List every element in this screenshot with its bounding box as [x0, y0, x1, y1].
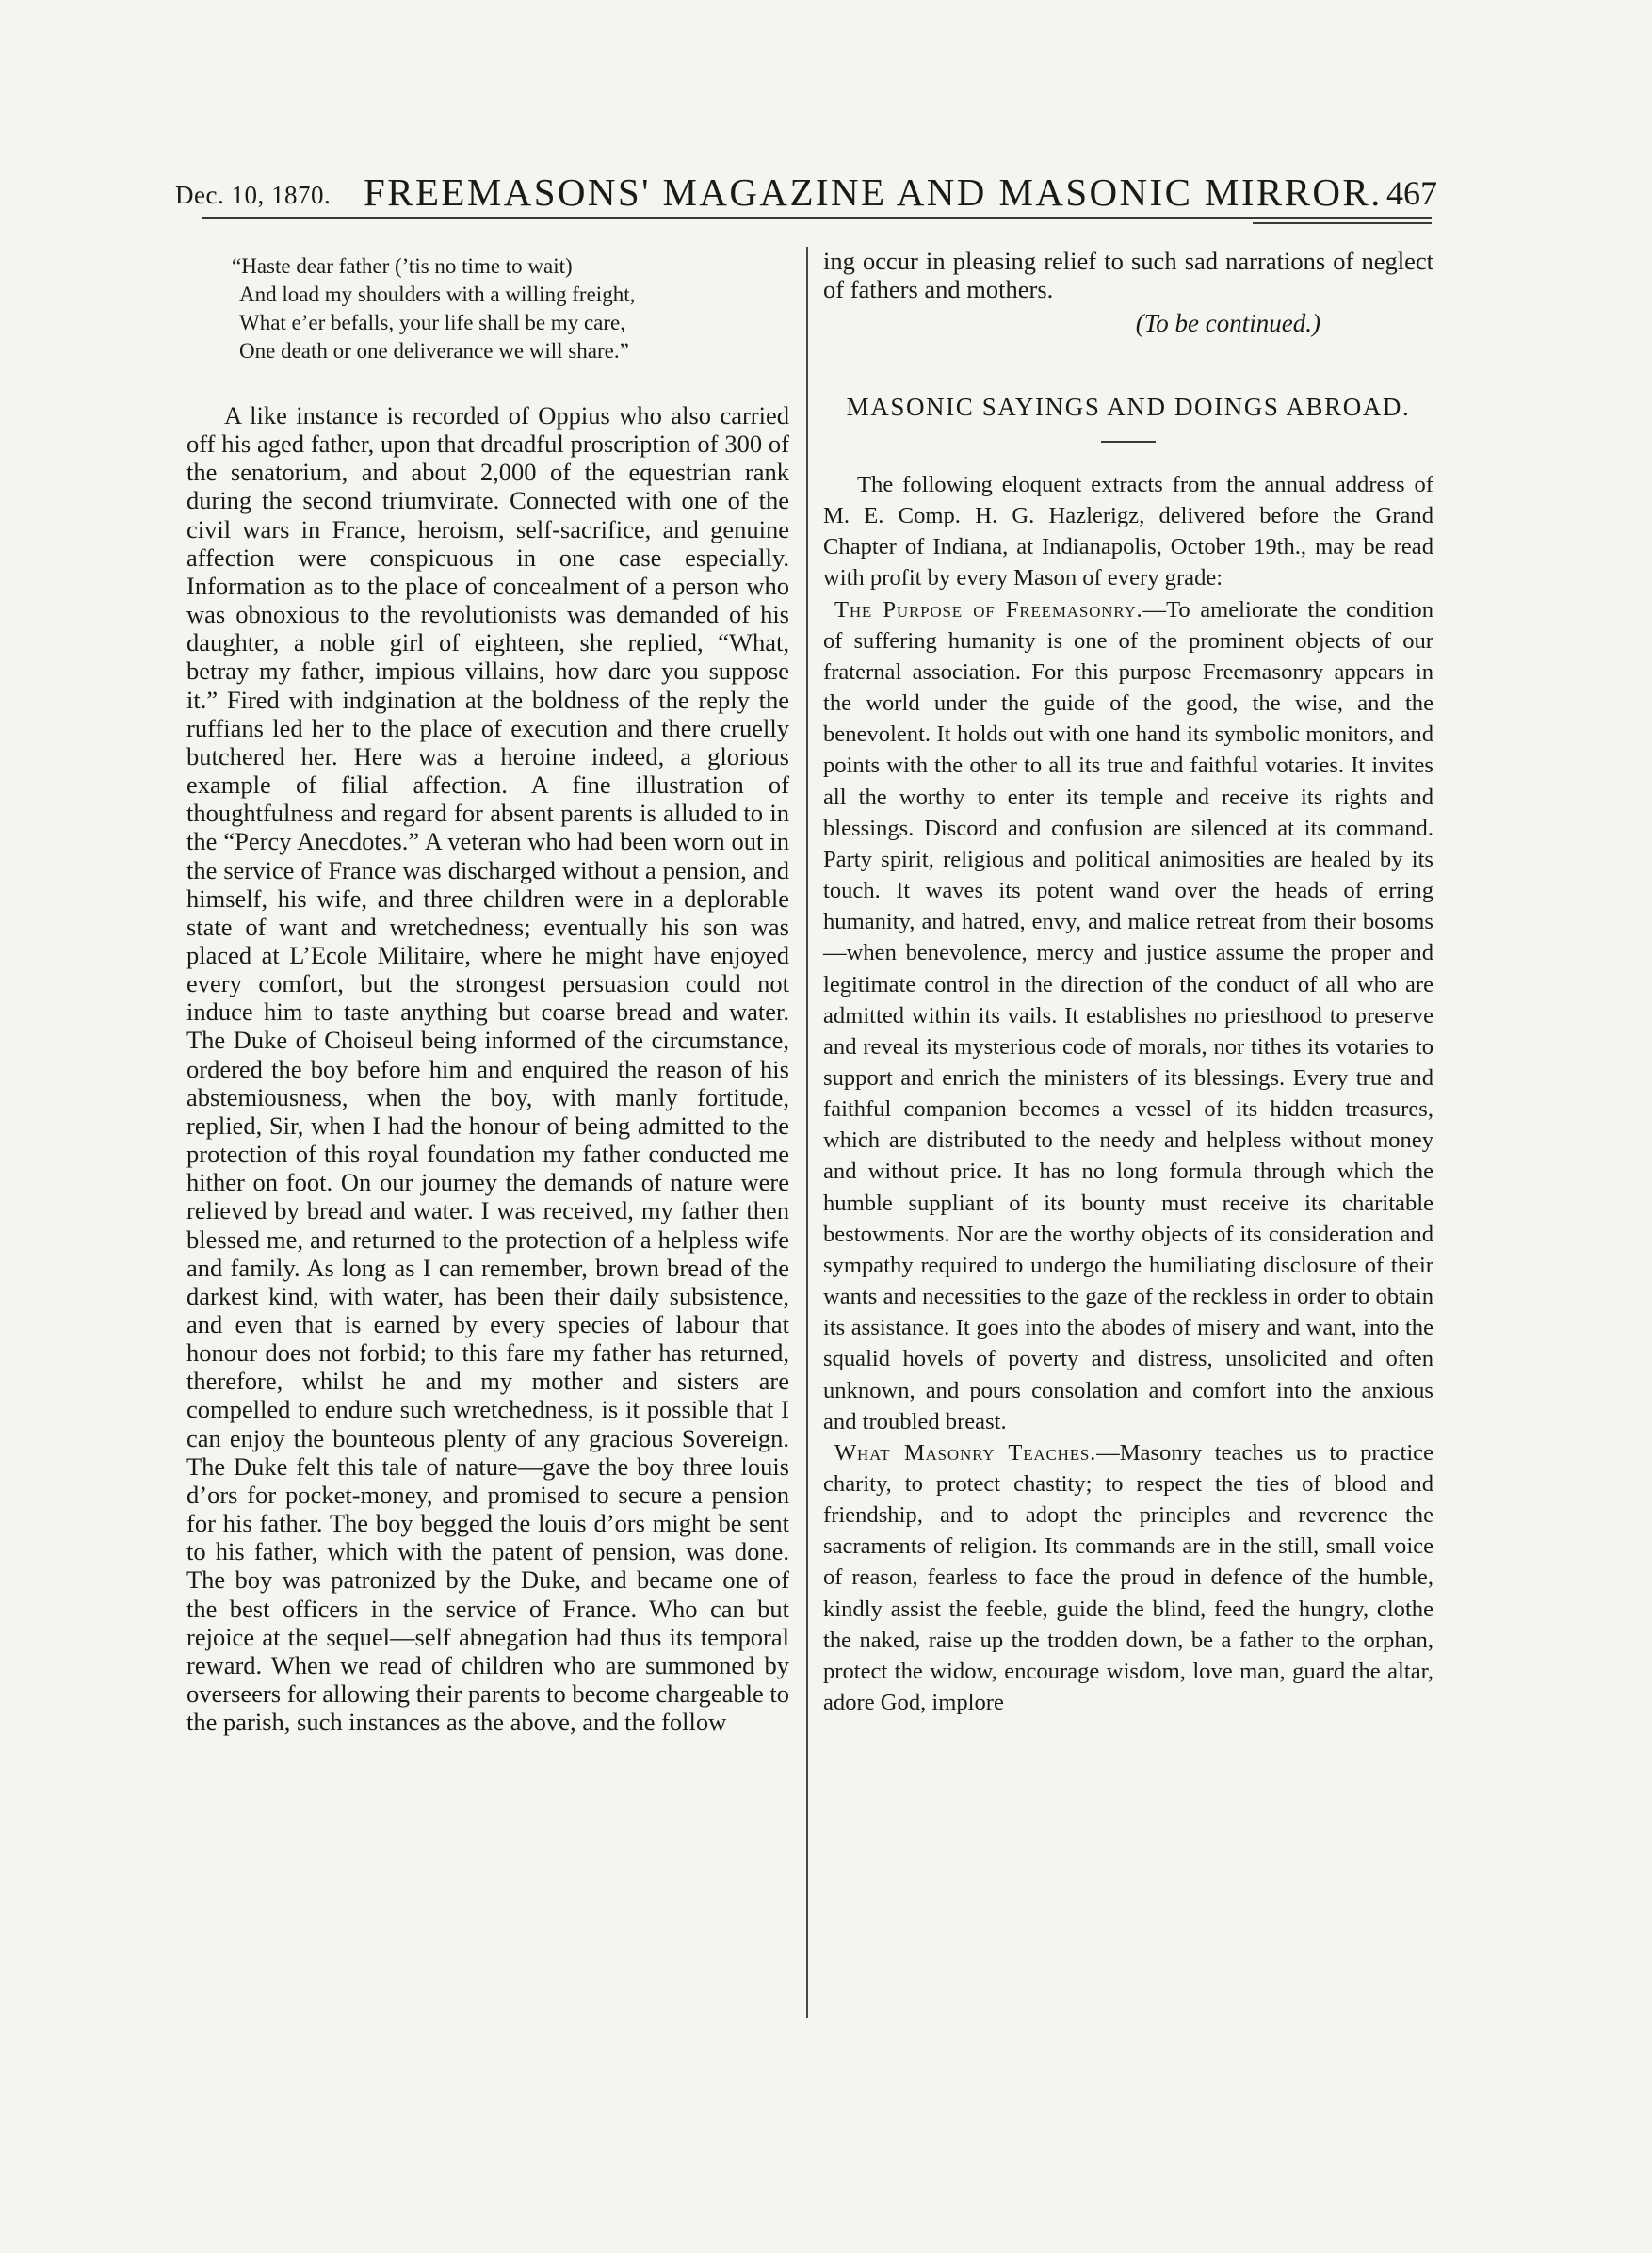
magazine-title: FREEMASONS' MAGAZINE AND MASONIC MIRROR. — [364, 170, 1383, 214]
header-rule — [202, 217, 1432, 219]
purpose-paragraph — [823, 594, 1433, 1437]
article-paragraph: A like instance is recorded of Oppius who also carried off his aged father, upon that dreadful proscription of 300 of the senatorium, and about 2,000 of the equestrian rank during the second triumvirate. Connected with one of the civil wars in France, heroism, self-sacrifice, and genuine affection were conspicuous in one case especially. Information as to the place of concealment of a person who was obnoxious to the revolutionists was demanded of his daughter, a noble girl of eighteen, she replied, “What, betray my father, impious villains, how dare you suppose it.” Fired with indgination at the boldness of the reply the ruffians led her to the place of execution and there cruelly butchered her. Here was a heroine indeed, a glorious example of filial affection. A fine illustration of thoughtfulness and regard for absent parents is alluded to in the “Percy Anecdotes.” A veteran who had been worn out in the service of France was discharged without a pension, and himself, his wife, and three children were in a deplorable state of want and wretchedness; eventually his son was placed at L’Ecole Militaire, where he might have enjoyed every comfort, but the strongest persuasion could not induce him to taste anything but coarse bread and water. The Duke of Choiseul being informed of the circumstance, ordered the boy before him and enquired the reason of his abstemiousness, when the boy, with manly fortitude, replied, Sir, when I had the honour of being admitted to the protection of this royal foundation my father conducted me hither on foot. On our journey the demands of nature were relieved by bread and water. I was received, my father then blessed me, and returned to the protection of a helpless wife and family. As long as I can remember, brown bread of the darkest kind, with water, has been their daily subsistence, and even that is earned by every species of labour that honour does not forbid; to this fare my father has returned, therefore, whilst he and my mother and sisters are compelled to endure such wretchedness, is it possible that I can enjoy the bounteous plenty of any gracious Sovereign. The Duke felt this tale of nature—gave the boy three louis d’ors for pocket-money, and promised to secure a pension for his father. The boy begged the louis d’ors might be sent to his father, which with the patent of pension, was done. The boy was patronized by the Duke, and became one of the best officers in the service of France. Who can but rejoice at the sequel—self abnegation had thus its temporal reward. When we read of children who are summoned by overseers for allowing their parents to become chargeable to the parish, such instances as the above, and the follow — [186, 401, 789, 1737]
section-rule — [1101, 441, 1156, 443]
teaches-heading: What Masonry Teaches. — [834, 1439, 1097, 1466]
column-divider — [806, 247, 808, 2018]
verse-line: And load my shoulders with a willing freight, — [239, 283, 636, 306]
purpose-heading: The Purpose of Freemasonry. — [834, 596, 1143, 623]
verse-line: What e’er befalls, your life shall be my care, — [239, 311, 625, 334]
right-column — [823, 247, 1433, 1718]
purpose-text: —To ameliorate the condition of suffering humanity is one of the prominent objects of our fraternal association. For this purpose Freemasonry appears in the world under the guide of the good, the wise, and the benevolent. It holds out with one hand its symbolic monitors, and points with the other to all its true and faithful votaries. It invites all the worthy to enter its temple and receive its rights and blessings. Discord and confusion are silenced at its command. Party spirit, religious and political animosities are healed by its touch. It waves its potent wand over the heads of erring humanity, and hatred, envy, and malice retreat from their bosoms—when benevolence, mercy and justice assume the proper and legitimate control in the direction of the conduct of all who are admitted within its vails. It establishes no priesthood to preserve and reveal its mysterious code of morals, nor tithes its votaries to support and enrich the ministers of its blessings. Every true and faithful companion becomes a vessel of its hidden treasures, which are distributed to the needy and helpless without money and without price. It has no long formula through which the humble suppliant of its bounty must receive its charitable bestowments. Nor are the worthy objects of its consideration and sympathy required to undergo the humiliating disclosure of their wants and necessities to the gaze of the reckless in order to obtain its assistance. It goes into the abodes of misery and want, into the squalid hovels of poverty and distress, unsolicited and often unknown, and pours consolation and comfort into the anxious and troubled breast. — [823, 596, 1433, 1434]
issue-date: Dec. 10, 1870. — [175, 181, 332, 209]
page-header — [175, 168, 1437, 224]
page-number: 467 — [1386, 174, 1437, 212]
header-rule-right — [1253, 222, 1432, 224]
verse-line: One death or one deliverance we will share.” — [239, 339, 629, 363]
intro-paragraph: The following eloquent extracts from the annual address of M. E. Comp. H. G. Hazlerigz, delivered before the Grand Chapter of Indiana, at Indianapolis, October 19th., may be read with profit by every Mason of every grade: — [823, 472, 1433, 592]
left-column — [186, 252, 789, 1736]
verse-line: “Haste dear father (’tis no time to wait) — [232, 254, 573, 278]
to-be-continued-note: (To be continued.) — [1135, 309, 1320, 337]
teaches-text: —Masonry teaches us to practice charity, to protect chastity; to respect the ties of blood and friendship, and to adopt the principles and reverence the sacraments of religion. Its commands are in the still, small voice of reason, fearless to face the proud in defence of the humble, kindly assist the feeble, guide the blind, feed the hungry, clothe the naked, raise up the trodden down, be a father to the orphan, protect the widow, encourage wisdom, love man, guard the altar, adore God, implore — [823, 1439, 1433, 1716]
continued-paragraph: ing occur in pleasing relief to such sad narrations of neglect of fathers and mothers. — [823, 247, 1433, 303]
section-title: MASONIC SAYINGS AND DOINGS ABROAD. — [846, 393, 1411, 421]
verse-quote — [232, 252, 789, 365]
teaches-paragraph — [823, 1437, 1433, 1718]
